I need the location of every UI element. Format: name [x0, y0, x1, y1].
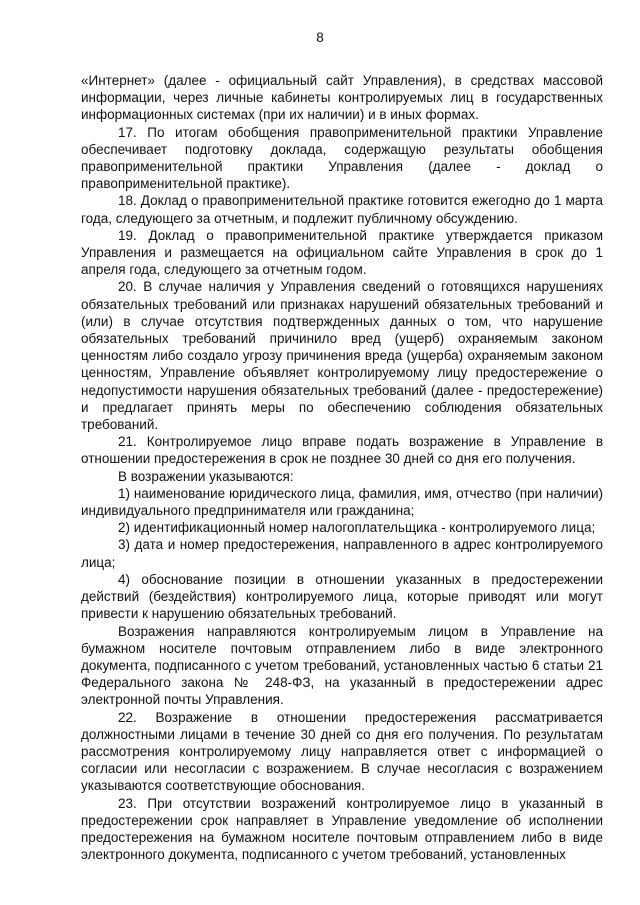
paragraph-21: 21. Контролируемое лицо вправе подать возражение в Управление в отношении предостережения в срок не позднее 30 дней со дня его получения. — [81, 434, 603, 467]
paragraph-17: 17. По итогам обобщения правоприменительной практики Управление обеспечивает подготовку доклада, содержащую результаты обобщения правоприменительной практики Управления (далее - доклад о правоприменительной практике). — [81, 124, 603, 192]
paragraph-19: 19. Доклад о правоприменительной практике утверждается приказом Управления и размещается на официальном сайте Управления в срок до 1 апреля года, следующего за отчетным годом. — [81, 227, 603, 278]
paragraph-internet-continuation: «Интернет» (далее - официальный сайт Управления), в средствах массовой информации, через личные кабинеты контролируемых лиц в государственных информационных системах (при их наличии) и в иных формах. — [81, 73, 603, 123]
list-item-1: 1) наименование юридического лица, фамилия, имя, отчество (при наличии) индивидуального предпринимателя или гражданина; — [81, 485, 603, 519]
paragraph-23: 23. При отсутствии возражений контролируемое лицо в указанный в предостережении срок направляет в Управление уведомление об исполнении предостережения на бумажном носителе почтовым отправлением либо в виде электронного документа, подписанного с учетом требований, установленных — [81, 795, 603, 863]
paragraph-18: 18. Доклад о правоприменительной практике готовится ежегодно до 1 марта года, следующего за отчетным, и подлежит публичному обсуждению. — [81, 193, 603, 226]
paragraph-objection-contents: В возражении указываются: — [118, 468, 294, 484]
list-item-4: 4) обоснование позиции в отношении указанных в предостережении действий (бездействия) контролируемого лица, которые приводят или могут привести к нарушению обязательных требований. — [81, 571, 603, 622]
list-item-2: 2) идентификационный номер налогоплательщика - контролируемого лица; — [118, 520, 596, 536]
document-body — [81, 72, 603, 863]
list-item-3: 3) дата и номер предостережения, направленного в адрес контролируемого лица; — [81, 537, 603, 570]
page-number: 8 — [316, 30, 324, 45]
paragraph-20: 20. В случае наличия у Управления сведений о готовящихся нарушениях обязательных требований или признаках нарушений обязательных требований и (или) в случае отсутствия подтвержденных данных о том, что нарушение обязательных требований причинило вред (ущерб) охраняемым законом ценностям либо создало угрозу причинения вреда (ущерба) охраняемым законом ценностям, Управление объявляет контролируемому лицу предостережение о недопустимости нарушения обязательных требований (далее - предостережение) и предлагает принять меры по обеспечению соблюдения обязательных требований. — [81, 279, 603, 433]
paragraph-objection-submission: Возражения направляются контролируемым лицом в Управление на бумажном носителе почтовым отправлением либо в виде электронного документа, подписанного с учетом требований, установленных частью 6 статьи 21 Федерального закона № 248-ФЗ, на указанный в предостережении адрес электронной почты Управления. — [81, 623, 603, 708]
paragraph-22: 22. Возражение в отношении предостережения рассматривается должностными лицами в течение 30 дней со дня его получения. По результатам рассмотрения контролируемому лицу направляется ответ с информацией о согласии или несогласии с возражением. В случае несогласия с возражением указываются соответствующие обоснования. — [81, 709, 603, 794]
